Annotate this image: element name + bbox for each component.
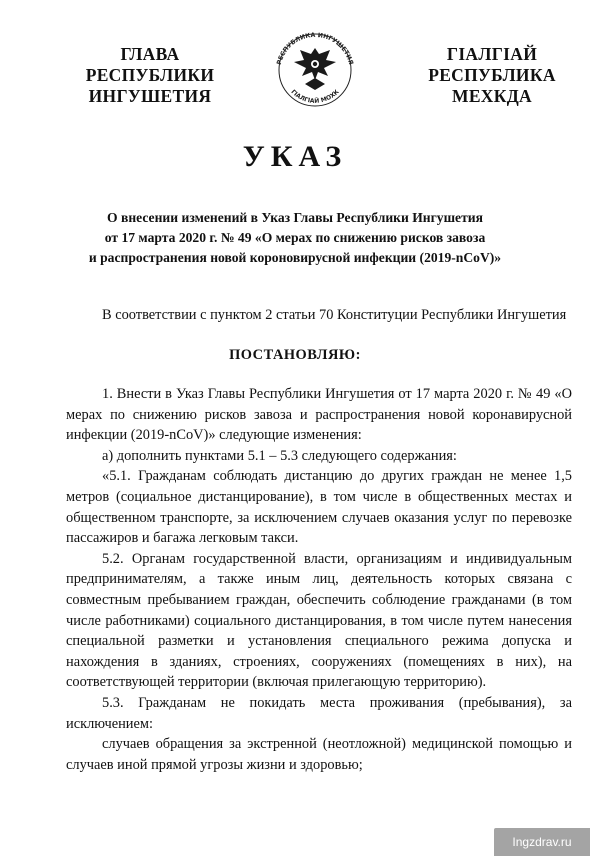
paragraph-5-1: «5.1. Гражданам соблюдать дистанцию до других граждан не менее 1,5 метров (социальное дистанцирование), в том числе в общественных местах и общественном транспорте, за исключением случаев оказания услуг по перевозке пассажиров и багажа легковым такси. [66, 468, 572, 547]
subject-line: О внесении изменений в Указ Главы Республики Ингушетия [107, 210, 483, 225]
paragraph-5-3: 5.3. Гражданам не покидать места проживания (пребывания), за исключением: [66, 694, 572, 732]
subject-line: и распространения новой короновирусной инфекции (2019-nCoV)» [88, 250, 502, 265]
header-right-line: РЕСПУБЛИКА [428, 65, 556, 85]
decree-word: ПОСТАНОВЛЯЮ: [229, 347, 361, 363]
paragraph-5-2: 5.2. Органам государственной власти, организациям и индивидуальным предпринимателям, а также иным лиц, деятельность которых связана с совместным пребыванием граждан, обеспечить соблюдение гражданами (в том числе работниками) социального дистанцирования, в том числе путем нанесения специальной разметки и установления специального режима допуска и нахождения в зданиях, строениях, сооружениях (помещениях в них), на соответствующей территории (включая прилегающую территорию). [66, 550, 572, 691]
paragraph-exception: случаев обращения за экстренной (неотложной) медицинской помощью и случаев иной прямой угрозы жизни и здоровью; [66, 736, 572, 773]
header-left [60, 44, 240, 107]
svg-text:ГIАЛГIАЙ МОХК [290, 88, 341, 105]
site-watermark: Ingzdrav.ru [494, 828, 590, 856]
header-left-line: ИНГУШЕТИЯ [88, 86, 212, 106]
header-left-line: РЕСПУБЛИКИ [85, 65, 215, 85]
paragraph-1: 1. Внести в Указ Главы Республики Ингушетия от 17 марта 2020 г. № 49 «О мерах по снижению рисков завоза и распространения новой коронавирусной инфекции (2019-nCoV)» следующие изменения: [66, 386, 572, 444]
header-right-line: МЕХКДА [452, 86, 532, 106]
decree-body [66, 384, 572, 775]
emblem-bottom-text: ГIАЛГIАЙ МОХК [289, 88, 341, 105]
header-left-line: ГЛАВА [120, 44, 180, 64]
header-right-line: ГIАЛГIАЙ [446, 44, 538, 64]
document-title: УКАЗ [242, 140, 348, 173]
preamble [66, 305, 572, 326]
paragraph-1a: а) дополнить пунктами 5.1 – 5.3 следующего содержания: [102, 447, 457, 464]
preamble-text: В соответствии с пунктом 2 статьи 70 Конституции Республики Ингушетия [102, 307, 567, 323]
coat-of-arms-emblem [272, 28, 358, 108]
emblem-top-text: РЕСПУБЛИКА ИНГУШЕТИЯ [275, 31, 355, 66]
subject-line: от 17 марта 2020 г. № 49 «О мерах по снижению рисков завоза [104, 230, 486, 245]
decree-subject [0, 208, 590, 268]
header-right [402, 44, 582, 107]
